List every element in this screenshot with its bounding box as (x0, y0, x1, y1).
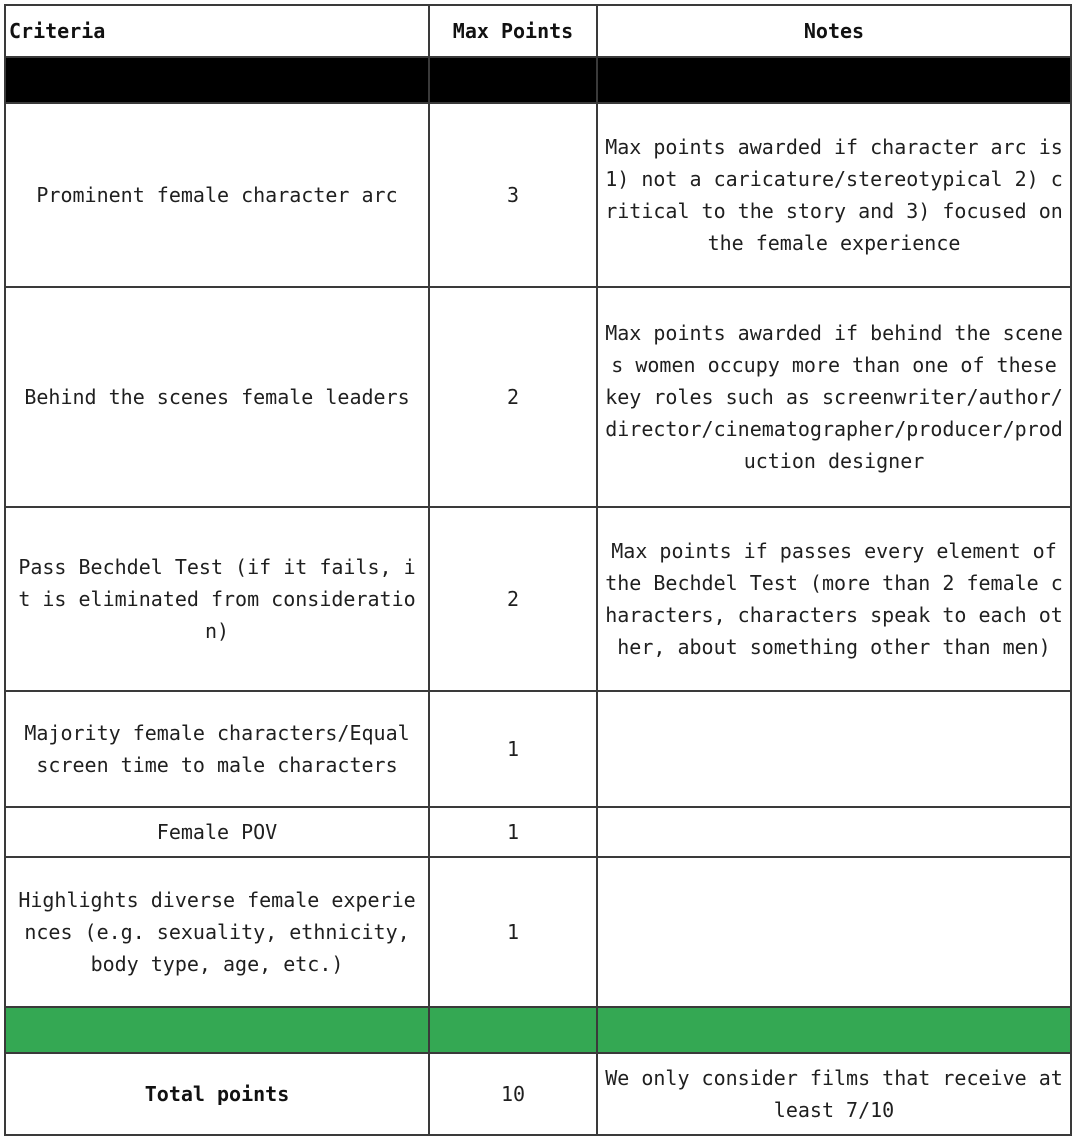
scoring-criteria-table (4, 4, 1072, 1136)
black-band-cell (429, 57, 597, 103)
points-cell: 1 (429, 807, 597, 857)
criteria-cell: Behind the scenes female leaders (5, 287, 429, 507)
notes-cell (597, 807, 1071, 857)
criteria-cell: Pass Bechdel Test (if it fails, it is eliminated from consideration) (5, 507, 429, 691)
table-row (5, 287, 1071, 507)
total-notes: We only consider films that receive at least 7/10 (597, 1053, 1071, 1135)
criteria-cell: Highlights diverse female experiences (e.g. sexuality, ethnicity, body type, age, etc.) (5, 857, 429, 1007)
total-row (5, 1053, 1071, 1135)
header-max-points: Max Points (429, 5, 597, 57)
green-band-cell (429, 1007, 597, 1053)
points-cell: 2 (429, 507, 597, 691)
header-notes: Notes (597, 5, 1071, 57)
criteria-cell: Female POV (5, 807, 429, 857)
points-cell: 3 (429, 103, 597, 287)
points-cell: 2 (429, 287, 597, 507)
table-row (5, 507, 1071, 691)
points-cell: 1 (429, 691, 597, 807)
table-row (5, 857, 1071, 1007)
table-row (5, 103, 1071, 287)
header-criteria: Criteria (5, 5, 429, 57)
criteria-cell: Majority female characters/Equal screen time to male characters (5, 691, 429, 807)
total-label: Total points (5, 1053, 429, 1135)
criteria-cell: Prominent female character arc (5, 103, 429, 287)
green-band-cell (597, 1007, 1071, 1053)
points-cell: 1 (429, 857, 597, 1007)
notes-cell: Max points if passes every element of the Bechdel Test (more than 2 female characters, characters speak to each other, about something other than men) (597, 507, 1071, 691)
notes-cell (597, 691, 1071, 807)
black-band-cell (5, 57, 429, 103)
header-row (5, 5, 1071, 57)
notes-cell: Max points awarded if behind the scenes women occupy more than one of these key roles such as screenwriter/author/director/cinematographer/producer/production designer (597, 287, 1071, 507)
black-band-cell (597, 57, 1071, 103)
notes-cell (597, 857, 1071, 1007)
black-band-row (5, 57, 1071, 103)
total-points: 10 (429, 1053, 597, 1135)
table-row (5, 691, 1071, 807)
green-band-cell (5, 1007, 429, 1053)
table-row (5, 807, 1071, 857)
notes-cell: Max points awarded if character arc is 1) not a caricature/stereotypical 2) critical to the story and 3) focused on the female experience (597, 103, 1071, 287)
green-band-row (5, 1007, 1071, 1053)
